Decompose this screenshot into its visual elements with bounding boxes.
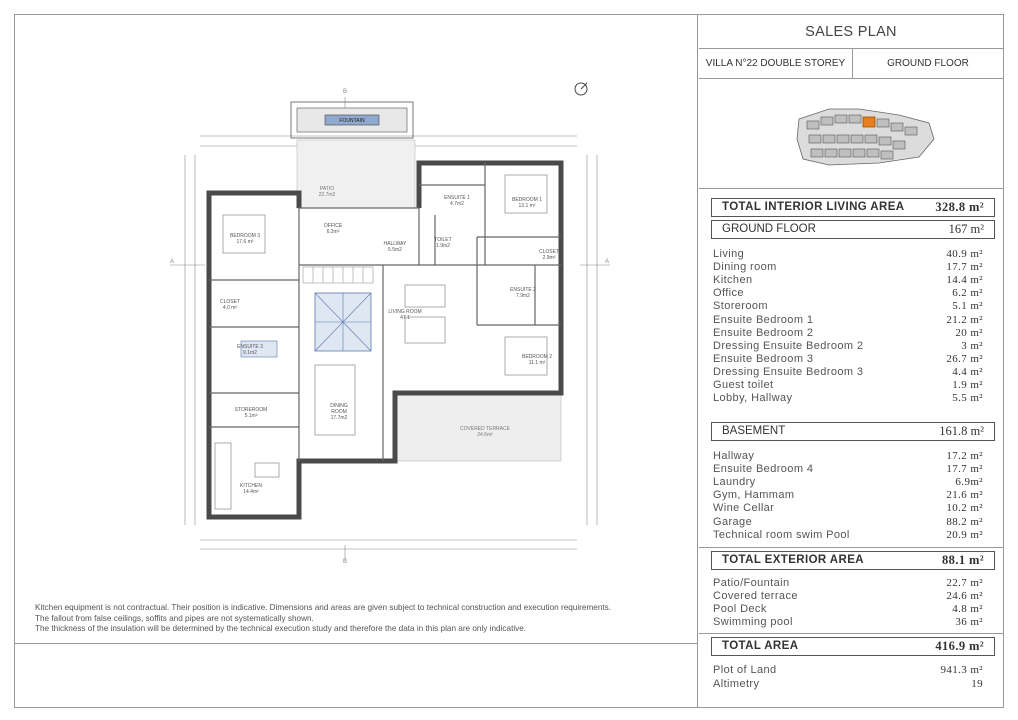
bedroom-2-label: BEDROOM 2 bbox=[521, 354, 553, 360]
section-divider bbox=[699, 547, 1003, 548]
area-item-value: 6.2 m² bbox=[952, 287, 983, 300]
ensuite-3-label: ENSUITE 3 bbox=[237, 344, 263, 350]
area-item bbox=[711, 590, 983, 603]
area-panel bbox=[699, 15, 1003, 707]
area-item-value: 88.2 m² bbox=[946, 515, 983, 528]
area-item bbox=[711, 577, 983, 590]
living-room-label: LIVING ROOM bbox=[388, 309, 422, 315]
area-item-label: Altimetry bbox=[713, 678, 760, 690]
ensuite-1-area: 4.7m2 bbox=[450, 201, 464, 207]
ensuite-1-label: ENSUITE 1 bbox=[444, 195, 470, 201]
area-item-value: 6.9m² bbox=[955, 476, 983, 489]
toilet-area: 1.9m2 bbox=[436, 243, 450, 249]
note-line: Kitchen equipment is not contractual. Their position is indicative. Dimensions and areas are given subject to technical construction and execution requirements. bbox=[35, 603, 612, 612]
section-divider bbox=[699, 633, 1003, 634]
ground-floor-value: 167 m² bbox=[948, 222, 984, 236]
area-item-label: Garage bbox=[713, 515, 753, 528]
basement-row bbox=[711, 422, 995, 441]
area-item bbox=[711, 248, 983, 261]
storeroom-label: STOREROOM bbox=[234, 407, 268, 413]
area-item-value: 24.6 m² bbox=[946, 590, 983, 603]
bedroom-1-label: BEDROOM 1 bbox=[511, 197, 543, 203]
site-keymap-drawing bbox=[699, 79, 1003, 189]
kitchen-label: KITCHEN bbox=[240, 483, 262, 489]
area-item-value: 26.7 m² bbox=[946, 352, 983, 365]
sales-plan-sheet bbox=[14, 14, 1004, 708]
section-marker-left: A bbox=[170, 259, 175, 265]
area-item-label: Wine Cellar bbox=[713, 502, 775, 515]
area-item-value: 3 m² bbox=[961, 339, 983, 352]
area-item bbox=[711, 450, 983, 463]
area-item-label: Pool Deck bbox=[713, 603, 767, 616]
ground-floor-row bbox=[711, 220, 995, 239]
plan-area bbox=[15, 15, 698, 707]
north-arrow-icon bbox=[575, 83, 587, 95]
area-item-value: 20 m² bbox=[955, 326, 983, 339]
closet-b-label: CLOSET bbox=[538, 249, 560, 255]
note-line: The fallout from false ceilings, soffits and pipes are not systematically shown. bbox=[35, 613, 314, 623]
area-item-label: Kitchen bbox=[713, 274, 753, 287]
area-item bbox=[711, 476, 983, 489]
sheet-subheader bbox=[699, 49, 1003, 79]
area-item-label: Ensuite Bedroom 2 bbox=[713, 326, 814, 339]
total-area-row bbox=[711, 637, 995, 656]
ground-floor-label: GROUND FLOOR bbox=[722, 223, 816, 235]
dining-area: 17.7m2 bbox=[330, 415, 348, 421]
section-marker-top: B bbox=[342, 89, 348, 95]
area-item-value: 40.9 m² bbox=[946, 248, 983, 260]
section-marker-right: A bbox=[605, 259, 610, 265]
area-item bbox=[711, 516, 983, 529]
area-item bbox=[711, 678, 983, 691]
area-item bbox=[711, 287, 983, 300]
area-item-value: 10.2 m² bbox=[946, 502, 983, 515]
patio-area-label: 22.7m2 bbox=[318, 192, 336, 198]
area-item bbox=[711, 664, 983, 677]
area-item-value: 5.1 m² bbox=[952, 300, 983, 313]
total-exterior-label: TOTAL EXTERIOR AREA bbox=[722, 554, 864, 566]
area-item bbox=[711, 340, 983, 353]
area-item-value: 36 m² bbox=[955, 616, 983, 629]
area-item bbox=[711, 502, 983, 515]
area-item bbox=[711, 300, 983, 313]
area-item bbox=[711, 314, 983, 327]
area-item-label: Storeroom bbox=[713, 300, 768, 313]
area-item-label: Laundry bbox=[713, 476, 756, 489]
kitchen-area: 14.4m² bbox=[243, 489, 259, 495]
area-item bbox=[711, 353, 983, 366]
total-exterior-value: 88.1 m² bbox=[942, 553, 984, 567]
area-item-label: Guest toilet bbox=[713, 379, 774, 391]
floor-plan bbox=[15, 15, 698, 605]
area-item bbox=[711, 603, 983, 616]
footer-divider bbox=[15, 643, 698, 644]
area-item-value: 21.6 m² bbox=[946, 489, 983, 502]
office-label: OFFICE bbox=[323, 223, 343, 229]
area-item bbox=[711, 274, 983, 287]
stairs bbox=[303, 267, 373, 283]
section-marker-bottom: B bbox=[342, 559, 348, 565]
bedroom-2-area: 11.1 m² bbox=[528, 360, 546, 366]
total-interior-value: 328.8 m² bbox=[935, 200, 984, 214]
patio-label: PATIO bbox=[319, 186, 335, 192]
fountain bbox=[291, 102, 413, 138]
area-item bbox=[711, 489, 983, 502]
area-item-label: Gym, Hammam bbox=[713, 489, 795, 502]
total-interior-row bbox=[711, 198, 995, 217]
area-item-label: Ensuite Bedroom 3 bbox=[713, 352, 814, 365]
area-item bbox=[711, 379, 983, 392]
area-item-value: 22.7 m² bbox=[946, 577, 983, 589]
floor-name: GROUND FLOOR bbox=[887, 58, 969, 69]
area-item-label: Ensuite Bedroom 1 bbox=[713, 313, 814, 326]
total-interior-label: TOTAL INTERIOR LIVING AREA bbox=[722, 201, 905, 213]
total-area-label: TOTAL AREA bbox=[722, 640, 799, 652]
area-item-label: Dressing Ensuite Bedroom 3 bbox=[713, 365, 864, 378]
bedroom-3-label: BEDROOM 3 bbox=[229, 233, 261, 239]
closet-a-area: 4.0 m² bbox=[222, 305, 238, 311]
total-exterior-row bbox=[711, 551, 995, 570]
closet-a-label: CLOSET bbox=[219, 299, 241, 305]
area-item-value: 17.7 m² bbox=[946, 261, 983, 274]
area-item-value: 941.3 m² bbox=[940, 664, 983, 676]
plan-notes bbox=[35, 603, 685, 635]
area-item bbox=[711, 327, 983, 340]
area-item bbox=[711, 392, 983, 405]
ensuite-2-area: 7.9m2 bbox=[516, 293, 530, 299]
area-item-label: Ensuite Bedroom 4 bbox=[713, 463, 814, 476]
note-line: The thickness of the insulation will be determined by the technical execution study and therefore the data in this plan are only indicative. bbox=[35, 624, 527, 634]
toilet-label: TOILET bbox=[434, 237, 452, 243]
fountain-label: FOUNTAIN bbox=[339, 118, 365, 124]
area-item-label: Plot of Land bbox=[713, 664, 777, 676]
area-item-value: 20.9 m² bbox=[946, 528, 983, 541]
villa-name: VILLA N°22 DOUBLE STOREY bbox=[699, 49, 853, 78]
area-item-label: Lobby, Hallway bbox=[713, 392, 793, 405]
hallway-label: HALLWAY bbox=[383, 241, 407, 247]
floor-plan-drawing bbox=[15, 15, 698, 605]
living-room-area: 47.1 bbox=[400, 315, 410, 321]
area-item-label: Hallway bbox=[713, 450, 755, 462]
area-item-value: 4.8 m² bbox=[952, 603, 983, 616]
area-item bbox=[711, 529, 983, 542]
area-item-label: Dressing Ensuite Bedroom 2 bbox=[713, 339, 864, 352]
rug-pattern bbox=[315, 293, 371, 351]
sheet-title: SALES PLAN bbox=[699, 15, 1003, 49]
closet-b-area: 2.9m² bbox=[542, 255, 556, 261]
ensuite-2-label: ENSUITE 2 bbox=[510, 287, 536, 293]
bedroom-1-area: 13.1 m² bbox=[518, 203, 536, 209]
exterior-walls bbox=[209, 163, 561, 517]
area-item bbox=[711, 366, 983, 379]
area-item-value: 19 bbox=[971, 678, 983, 690]
storeroom-area: 5.1m² bbox=[244, 413, 258, 419]
area-item-value: 17.7 m² bbox=[946, 463, 983, 476]
office-area: 6.2m² bbox=[326, 229, 340, 235]
dining-label-2: ROOM bbox=[331, 409, 347, 415]
area-item-value: 5.5 m² bbox=[952, 392, 983, 405]
area-item-label: Office bbox=[713, 287, 744, 300]
terrace-area-label: 24.6m² bbox=[477, 432, 493, 438]
hallway-area: 5.5m2 bbox=[388, 247, 402, 253]
area-item-value: 1.9 m² bbox=[952, 379, 983, 391]
area-item-label: Swimming pool bbox=[713, 616, 793, 629]
area-item-label: Dining room bbox=[713, 261, 777, 274]
area-item-label: Living bbox=[713, 248, 745, 260]
ensuite-3-area: 9.1m2 bbox=[243, 350, 257, 356]
total-area-value: 416.9 m² bbox=[935, 639, 984, 653]
bedroom-3-area: 17.6 m² bbox=[236, 239, 254, 245]
area-item-value: 17.2 m² bbox=[946, 450, 983, 462]
area-item-value: 4.4 m² bbox=[952, 365, 983, 378]
basement-value: 161.8 m² bbox=[939, 424, 984, 438]
dining-label: DINING bbox=[330, 403, 348, 409]
area-item bbox=[711, 261, 983, 274]
area-item bbox=[711, 463, 983, 476]
area-item-label: Patio/Fountain bbox=[713, 577, 790, 589]
highlighted-plot bbox=[863, 117, 875, 127]
site-keymap bbox=[699, 79, 1003, 189]
area-item bbox=[711, 616, 983, 629]
patio-area bbox=[297, 140, 415, 208]
basement-label: BASEMENT bbox=[722, 425, 786, 437]
area-item-value: 14.4 m² bbox=[946, 274, 983, 287]
area-item-label: Covered terrace bbox=[713, 590, 798, 603]
area-item-value: 21.2 m² bbox=[946, 313, 983, 326]
terrace-label: COVERED TERRACE bbox=[460, 426, 510, 432]
area-item-label: Technical room swim Pool bbox=[713, 528, 850, 541]
